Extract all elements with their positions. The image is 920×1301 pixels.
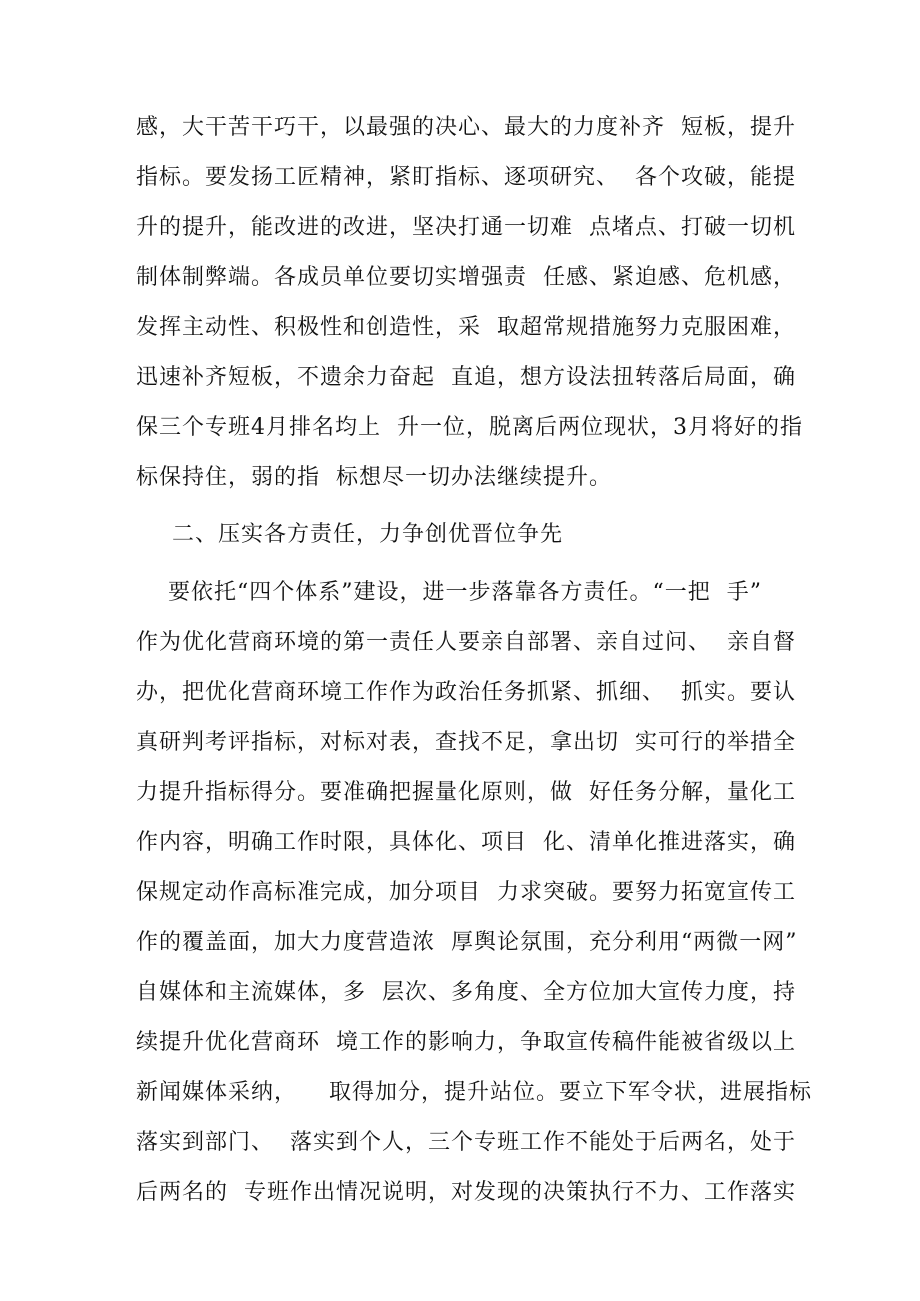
paragraph-line: 保规定动作高标准完成，加分项目 力求突破。要努力拓宽宣传工 (136, 880, 796, 905)
paragraph-line: 标保持住，弱的指 标想尽一切办法继续提升。 (136, 465, 612, 490)
paragraph-line: 迅速补齐短板，不遗余力奋起 直追，想方设法扭转落后局面，确 (136, 365, 796, 390)
paragraph-line: 指标。要发扬工匠精神，紧盯指标、逐项研究、 各个攻破，能提 (136, 165, 796, 190)
paragraph-line: 要依托“四个体系”建设，进一步落靠各方责任。“一把 手” (136, 580, 762, 605)
paragraph-line: 升的提升，能改进的改进，坚决打通一切难 点堵点、打破一切机 (136, 215, 796, 240)
paragraph-line: 发挥主动性、积极性和创造性，采 取超常规措施努力克服困难， (136, 315, 796, 340)
section-heading: 二、压实各方责任，力争创优晋位争先 (172, 522, 564, 547)
paragraph-line: 真研判考评指标，对标对表，查找不足，拿出切 实可行的举措全 (136, 730, 796, 755)
paragraph-line: 作为优化营商环境的第一责任人要亲自部署、亲自过问、 亲自督 (136, 630, 796, 655)
paragraph-line: 作的覆盖面，加大力度营造浓 厚舆论氛围，充分利用“两微一网” (136, 930, 798, 955)
paragraph-line: 保三个专班4月排名均上 升一位，脱离后两位现状，3月将好的指 (136, 415, 803, 440)
paragraph-line: 力提升指标得分。要准确把握量化原则，做 好任务分解，量化工 (136, 780, 796, 805)
paragraph-line: 自媒体和主流媒体，多 层次、多角度、全方位加大宣传力度，持 (136, 980, 796, 1005)
paragraph-line: 制体制弊端。各成员单位要切实增强责 任感、紧迫感、危机感， (136, 265, 796, 290)
paragraph-line: 办，把优化营商环境工作作为政治任务抓紧、抓细、 抓实。要认 (136, 680, 796, 705)
paragraph-line: 续提升优化营商环 境工作的影响力，争取宣传稿件能被省级以上 (136, 1030, 796, 1055)
paragraph-line: 新闻媒体采纳， 取得加分，提升站位。要立下军令状，进展指标 (136, 1080, 812, 1105)
paragraph-line: 后两名的 专班作出情况说明，对发现的决策执行不力、工作落实 (136, 1180, 796, 1205)
paragraph-line: 作内容，明确工作时限，具体化、项目 化、清单化推进落实，确 (136, 830, 796, 855)
paragraph-line: 落实到部门、 落实到个人，三个专班工作不能处于后两名，处于 (136, 1130, 796, 1155)
paragraph-line: 感，大干苦干巧干，以最强的决心、最大的力度补齐 短板，提升 (136, 115, 796, 140)
